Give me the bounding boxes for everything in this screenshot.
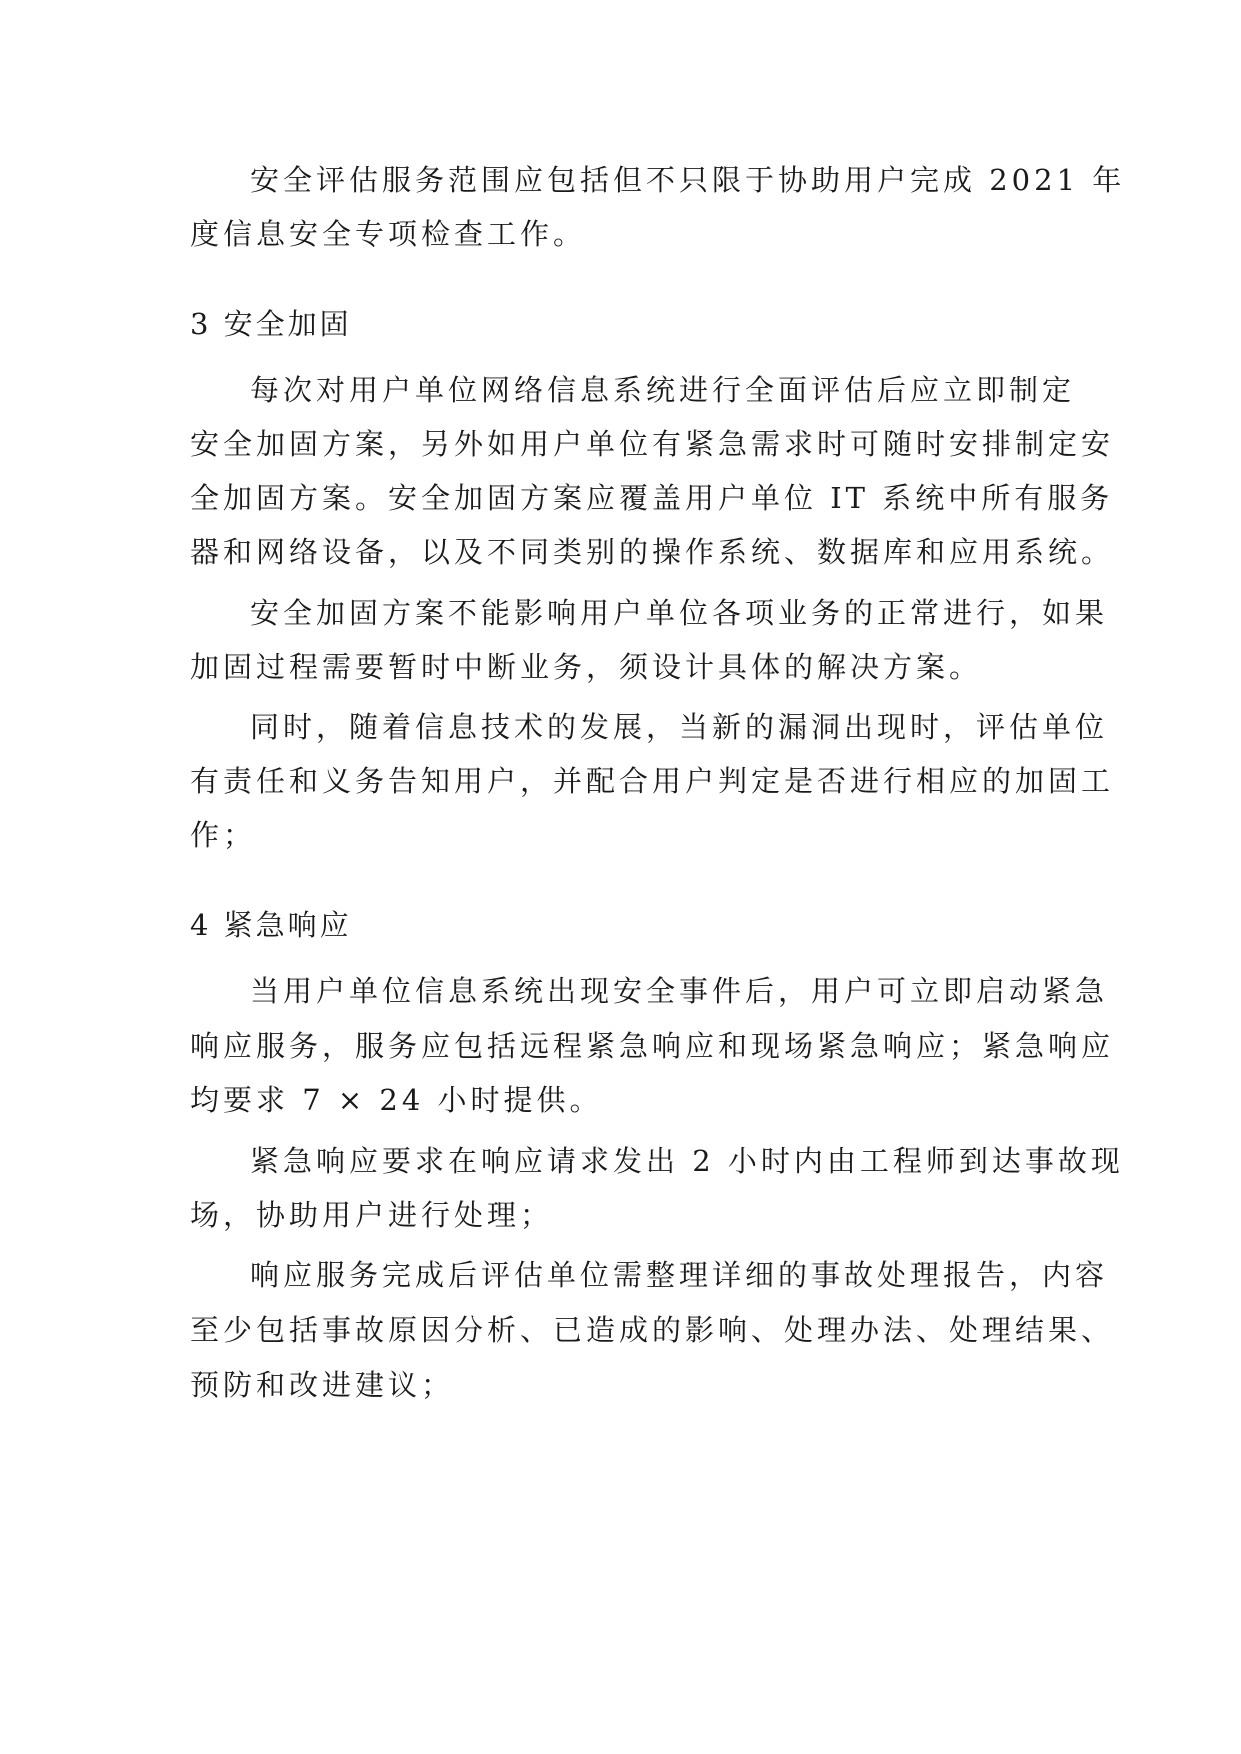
- paragraph-line: 安全评估服务范围应包括但不只限于协助用户完成 2021 年: [250, 163, 1126, 197]
- paragraph-line: 安全加固方案，另外如用户单位有紧急需求时可随时安排制定安: [190, 427, 1115, 461]
- paragraph-line: 至少包括事故原因分析、已造成的影响、处理办法、处理结果、: [190, 1313, 1115, 1347]
- paragraph-line: 响应服务，服务应包括远程紧急响应和现场紧急响应；紧急响应: [190, 1029, 1115, 1063]
- paragraph-line: 同时，随着信息技术的发展，当新的漏洞出现时，评估单位: [250, 710, 1109, 744]
- paragraph-line: 响应服务完成后评估单位需整理详细的事故处理报告，内容: [250, 1258, 1109, 1292]
- paragraph-line: 全加固方案。安全加固方案应覆盖用户单位 IT 系统中所有服务: [190, 481, 1114, 515]
- paragraph-line: 场，协助用户进行处理；: [190, 1198, 554, 1232]
- paragraph-line: 预防和改进建议；: [190, 1368, 455, 1402]
- paragraph-line: 安全加固方案不能影响用户单位各项业务的正常进行，如果: [250, 596, 1109, 630]
- paragraph-line: 每次对用户单位网络信息系统进行全面评估后应立即制定: [250, 373, 1076, 407]
- paragraph-line: 当用户单位信息系统出现安全事件后，用户可立即启动紧急: [250, 974, 1109, 1008]
- paragraph-line: 紧急响应要求在响应请求发出 2 小时内由工程师到达事故现: [250, 1144, 1124, 1178]
- section-heading: 4 紧急响应: [190, 908, 352, 942]
- section-heading: 3 安全加固: [190, 307, 352, 341]
- paragraph-line: 作；: [190, 818, 257, 852]
- paragraph-line: 有责任和义务告知用户，并配合用户判定是否进行相应的加固工: [190, 764, 1115, 798]
- paragraph-line: 器和网络设备，以及不同类别的操作系统、数据库和应用系统。: [190, 535, 1115, 569]
- paragraph-line: 均要求 7 × 24 小时提供。: [190, 1083, 603, 1117]
- paragraph-line: 加固过程需要暂时中断业务，须设计具体的解决方案。: [190, 650, 983, 684]
- paragraph-line: 度信息安全专项检查工作。: [190, 217, 587, 251]
